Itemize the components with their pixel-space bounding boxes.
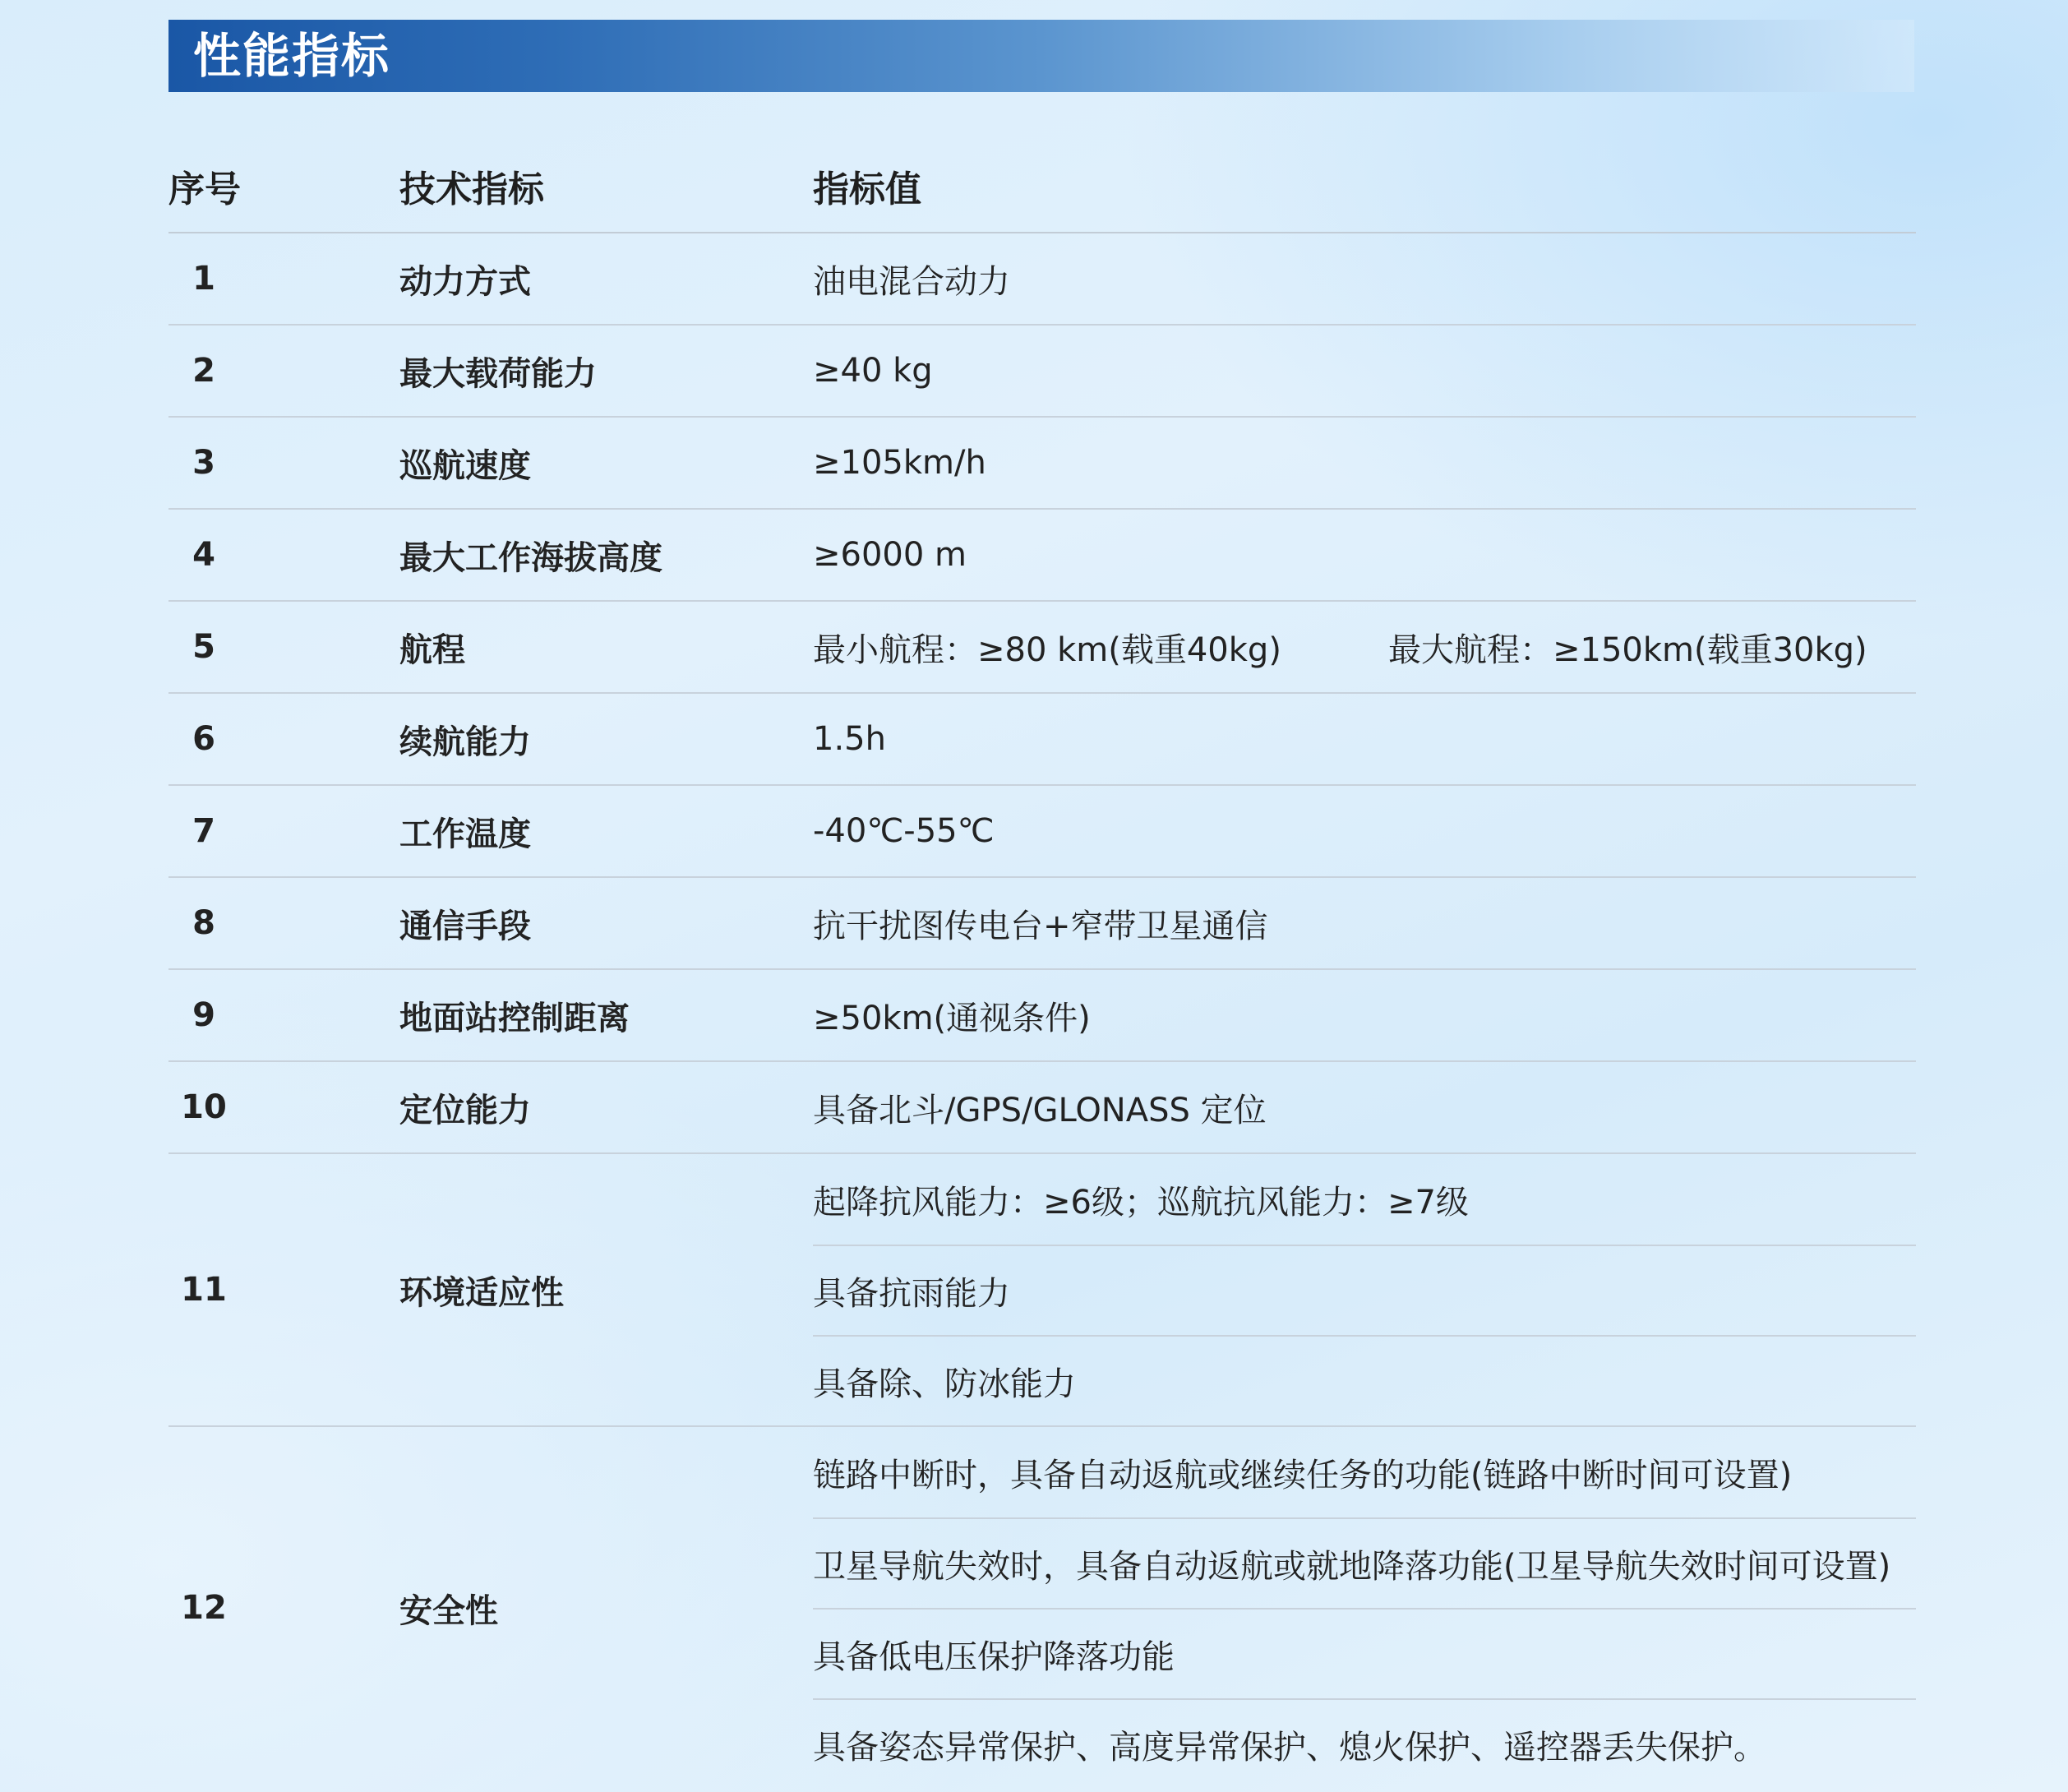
row-index: 5 [192,628,215,666]
row-index: 7 [192,812,215,850]
row-index-cell [168,233,399,324]
row-index: 12 [181,1589,227,1627]
row-name: 地面站控制距离 [399,999,630,1037]
row-name: 巡航速度 [399,446,531,485]
row-index-cell [168,1427,399,1789]
row-index-cell [168,602,399,692]
row-index-cell [168,1154,399,1425]
table-row [168,1427,1916,1789]
row-value: ≥6000 m [813,536,967,574]
row-index-cell [168,970,399,1060]
table-row [168,878,1916,970]
row-value: 抗干扰图传电台+窄带卫星通信 [813,907,1268,945]
row-name: 环境适应性 [399,1273,564,1312]
row-name: 续航能力 [399,723,531,761]
row-value-cell [813,1427,1916,1789]
table-row [168,970,1916,1062]
row-name: 工作温度 [399,815,531,853]
row-value-cell [813,233,1916,324]
range-min-value: 最小航程：≥80 km(载重40kg) [813,630,1281,669]
spec-table [168,140,1916,1789]
row-value: -40℃-55℃ [813,812,995,850]
row-value-cell [813,878,1916,968]
row-index: 4 [192,536,215,574]
row-index-cell [168,418,399,508]
row-value: 具备姿态异常保护、高度异常保护、熄火保护、遥控器丢失保护。 [813,1698,1916,1789]
row-index: 2 [192,352,215,390]
row-value: ≥50km(通视条件) [813,999,1091,1037]
row-name: 动力方式 [399,262,531,301]
row-value: 具备北斗/GPS/GLONASS 定位 [813,1091,1267,1129]
row-value: 链路中断时，具备自动返航或继续任务的功能(链路中断时间可设置) [813,1456,1793,1494]
row-name: 最大载荷能力 [399,354,597,393]
row-value: 具备抗雨能力 [813,1245,1916,1335]
row-value: 具备低电压保护降落功能 [813,1608,1916,1698]
section-title: 性能指标 [193,28,391,84]
row-value: 卫星导航失效时，具备自动返航或就地降落功能(卫星导航失效时间可设置) [813,1517,1916,1608]
row-value [813,602,1916,692]
row-value-cell [813,1062,1916,1152]
table-row [168,233,1916,326]
row-value-cell [813,602,1916,692]
row-value-cell [813,694,1916,784]
row-value-cell [813,418,1916,508]
row-index-cell [168,1062,399,1152]
row-index-cell [168,786,399,876]
header-index: 序号 [168,169,241,210]
table-row [168,694,1916,786]
row-index-cell [168,326,399,416]
table-row [168,602,1916,694]
row-value-cell [813,786,1916,876]
table-row [168,1154,1916,1427]
row-index-cell [168,510,399,600]
table-row [168,786,1916,878]
header-value: 指标值 [813,169,921,210]
row-index: 11 [181,1271,227,1309]
table-row [168,1062,1916,1154]
header-name: 技术指标 [399,169,544,210]
row-value: 起降抗风能力：≥6级；巡航抗风能力：≥7级 [813,1183,1469,1222]
row-value-cell [813,970,1916,1060]
row-value: 具备除、防冰能力 [813,1335,1916,1425]
table-row [168,510,1916,602]
row-index: 9 [192,996,215,1034]
row-index-cell [168,878,399,968]
row-value-cell [813,326,1916,416]
row-name: 最大工作海拔高度 [399,538,662,577]
row-name: 通信手段 [399,907,531,945]
row-name: 航程 [399,630,465,669]
row-index-cell [168,694,399,784]
row-index: 6 [192,720,215,758]
table-row [168,418,1916,510]
row-index: 10 [181,1088,227,1126]
row-value: ≥105km/h [813,444,986,482]
row-index: 3 [192,444,215,482]
row-name: 安全性 [399,1591,498,1630]
range-max-value: 最大航程：≥150km(载重30kg) [1388,630,1867,669]
row-name: 定位能力 [399,1091,531,1129]
table-header-row [168,140,1916,233]
row-value: 1.5h [813,720,886,758]
row-value: 油电混合动力 [813,262,1010,301]
section-header-banner [168,20,1914,92]
table-row [168,326,1916,418]
row-value-cell [813,1154,1916,1425]
row-value: ≥40 kg [813,352,933,390]
row-index: 8 [192,904,215,942]
row-index: 1 [192,260,215,298]
row-value-cell [813,510,1916,600]
